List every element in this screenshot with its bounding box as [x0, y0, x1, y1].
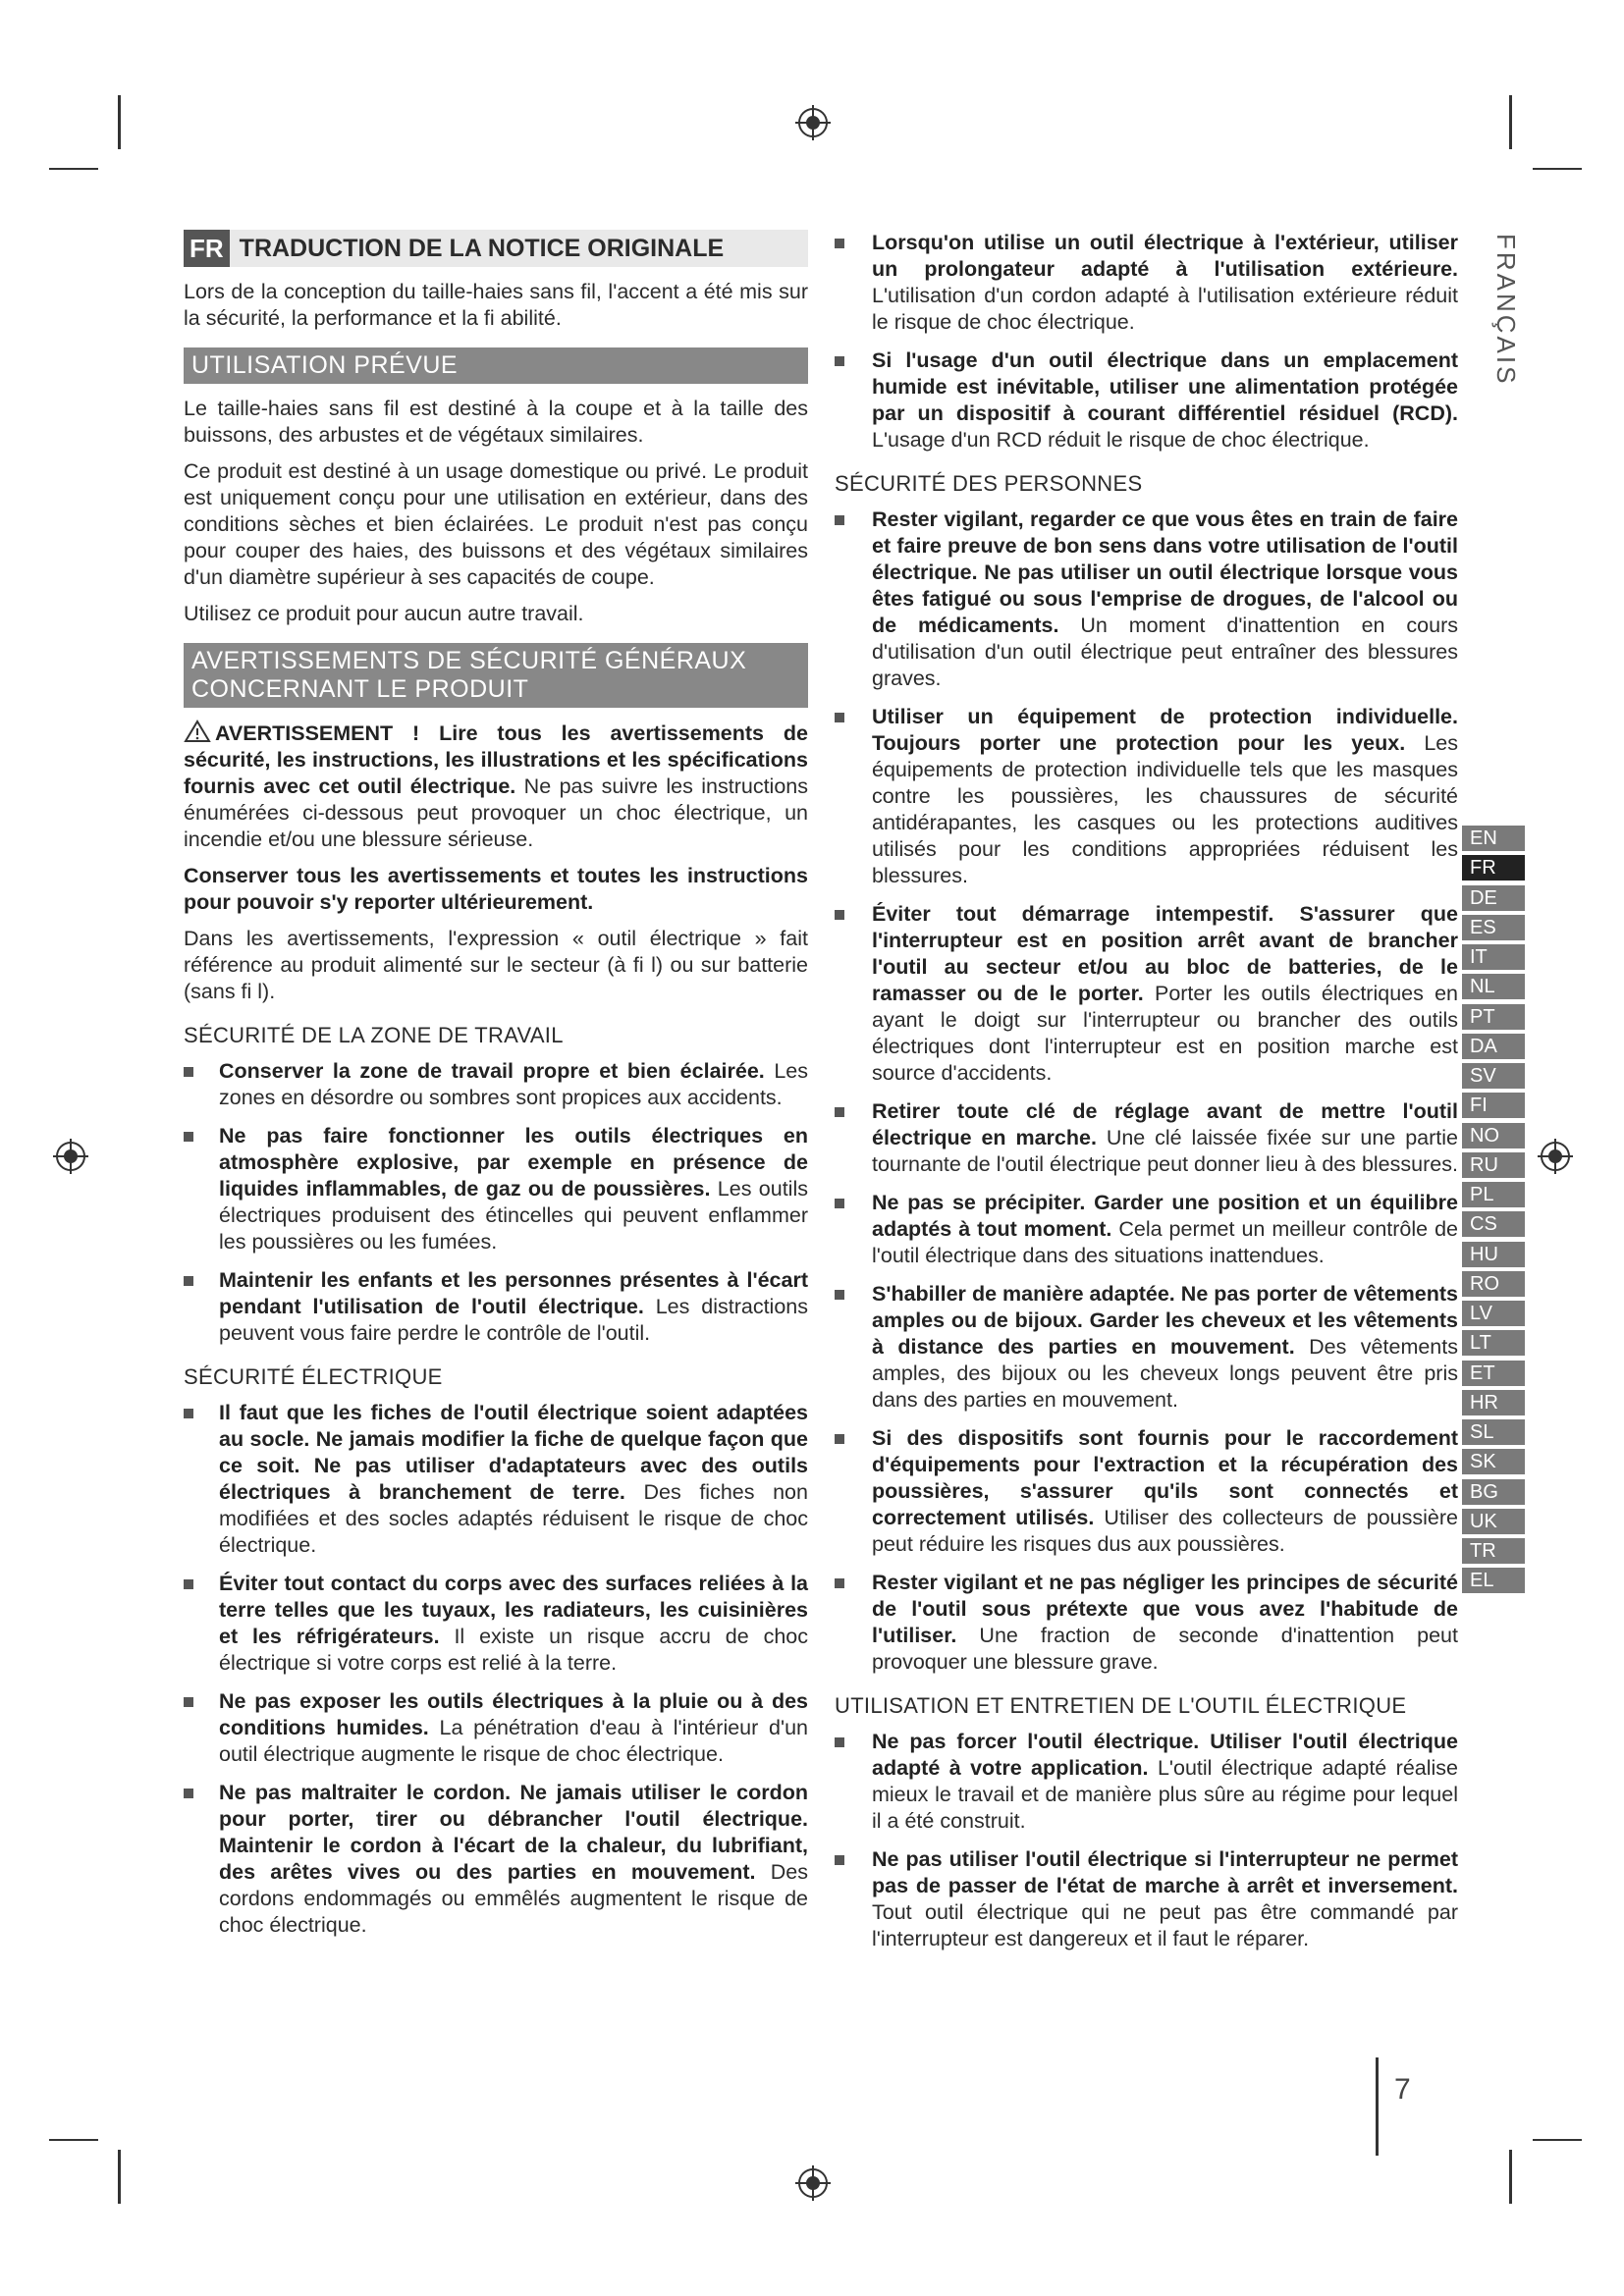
- language-tabs: [1462, 826, 1525, 1598]
- right-column: [835, 230, 1458, 1964]
- registration-mark-icon: [793, 2163, 833, 2203]
- personnes-list: [835, 507, 1458, 1676]
- list-item: [184, 1571, 808, 1677]
- language-tab-tr[interactable]: TR: [1462, 1538, 1525, 1564]
- warning-paragraph: [184, 720, 808, 853]
- section-heading-electrique: SÉCURITÉ ÉLECTRIQUE: [184, 1364, 443, 1389]
- item-bold: Il faut que les fiches de l'outil électrique soient adaptées au socle. Ne jamais modifier la fiche de quelque façon que ce soit. Ne pas utiliser d'adaptateurs avec des outils électriques à branchement de terre.: [219, 1401, 808, 1504]
- bullet-icon: [835, 910, 844, 920]
- language-tab-bg[interactable]: BG: [1462, 1479, 1525, 1505]
- language-tab-ru[interactable]: RU: [1462, 1152, 1525, 1178]
- language-tab-et[interactable]: ET: [1462, 1361, 1525, 1386]
- item-bold: Lorsqu'on utilise un outil électrique à l'extérieur, utiliser un prolongateur adapté à l'utilisation extérieure.: [872, 231, 1458, 281]
- crop-mark: [1533, 168, 1582, 170]
- item-bold: Rester vigilant, regarder ce que vous êtes en train de faire et faire preuve de bon sens dans votre utilisation de l'outil électrique. Ne pas utiliser un outil électrique lorsque vous êtes fatigué ou sous l'emprise de drogues, de l'alcool ou de médicaments.: [872, 507, 1458, 637]
- item-bold: Utiliser un équipement de protection individuelle. Toujours porter une protection pour les yeux.: [872, 705, 1458, 755]
- conserver-paragraph: [184, 863, 808, 916]
- registration-mark-icon: [1536, 1137, 1575, 1176]
- entretien-list: [835, 1729, 1458, 1952]
- language-tab-el[interactable]: EL: [1462, 1568, 1525, 1593]
- language-tab-de[interactable]: DE: [1462, 885, 1525, 911]
- item-bold: Si des dispositifs sont fournis pour le raccordement d'équipements pour l'extraction et la récupération des poussières, s'assurer qu'ils sont connectés et correctement utilisés.: [872, 1426, 1458, 1529]
- list-item: [835, 1098, 1458, 1178]
- item-text: Tout outil électrique qui ne peut pas être commandé par l'interrupteur est dangereux et il faut le réparer.: [872, 1900, 1458, 1950]
- list-item: [835, 507, 1458, 692]
- bullet-icon: [184, 1579, 193, 1589]
- bullet-icon: [835, 1434, 844, 1444]
- list-item: [184, 1058, 808, 1111]
- utilisation-paragraph-1: Le taille-haies sans fil est destiné à la coupe et à la taille des buissons, des arbustes et de végétaux similaires.: [184, 397, 808, 447]
- item-text: Porter les outils électriques en ayant le doigt sur l'interrupteur ou brancher des outils électriques dont l'interrupteur est en position marche est source d'accidents.: [872, 982, 1458, 1085]
- electrique-list: [184, 1400, 808, 1939]
- language-tab-uk[interactable]: UK: [1462, 1509, 1525, 1534]
- item-text: L'usage d'un RCD réduit le risque de choc électrique.: [872, 428, 1370, 452]
- item-text: Il existe un risque accru de choc électrique si votre corps est relié à la terre.: [219, 1625, 808, 1675]
- bullet-icon: [184, 1789, 193, 1798]
- crop-mark: [118, 95, 121, 149]
- list-item: [835, 1729, 1458, 1835]
- language-tab-en[interactable]: EN: [1462, 826, 1525, 851]
- item-text: Les équipements de protection individuelle tels que les masques contre les poussières, les chaussures de sécurité antidérapantes, les casques ou les protections auditives utilisés pour les conditions appropriées réduisent les blessures.: [872, 731, 1458, 887]
- item-bold: Rester vigilant et ne pas négliger les principes de sécurité de l'outil sous prétexte que vous avez l'habitude de l'utiliser.: [872, 1571, 1458, 1647]
- bullet-icon: [835, 515, 844, 525]
- item-text: Les zones en désordre ou sombres sont propices aux accidents.: [219, 1059, 809, 1109]
- language-tab-da[interactable]: DA: [1462, 1034, 1525, 1059]
- language-tab-nl[interactable]: NL: [1462, 974, 1525, 999]
- item-bold: Éviter tout démarrage intempestif. S'assurer que l'interrupteur est en position arrêt avant de brancher l'outil au secteur et/ou au bloc de batteries, de le ramasser ou de le porter.: [872, 902, 1458, 1005]
- list-item: [835, 1846, 1458, 1952]
- list-item: [835, 1570, 1458, 1676]
- item-bold: Retirer toute clé de réglage avant de mettre l'outil électrique en marche.: [872, 1099, 1458, 1149]
- warning-bold: AVERTISSEMENT ! Lire tous les avertissements de sécurité, les instructions, les illustrations et les spécifications fournis avec cet outil électrique.: [184, 721, 808, 798]
- language-tab-it[interactable]: IT: [1462, 944, 1525, 970]
- item-bold: Éviter tout contact du corps avec des surfaces reliées à la terre telles que les tuyaux, les radiateurs, les cuisinières et les réfrigérateurs.: [219, 1572, 808, 1648]
- item-text: L'outil électrique adapté réalise mieux le travail et de manière plus sûre au régime pour lequel il a été construit.: [872, 1756, 1458, 1833]
- warning-text: Ne pas suivre les instructions énumérées ci-dessous peut provoquer un choc électrique, un incendie et/ou une blessure sérieuse.: [184, 774, 808, 851]
- item-text: La pénétration d'eau à l'intérieur d'un outil électrique augmente le risque de choc électrique.: [219, 1716, 808, 1766]
- item-text: Des vêtements amples, des bijoux ou les cheveux longs peuvent être pris dans des parties en mouvement.: [872, 1335, 1458, 1412]
- language-tab-sk[interactable]: SK: [1462, 1449, 1525, 1474]
- language-tab-hu[interactable]: HU: [1462, 1242, 1525, 1267]
- item-bold: Ne pas forcer l'outil électrique. Utiliser l'outil électrique adapté à votre application.: [872, 1730, 1458, 1780]
- language-tab-pl[interactable]: PL: [1462, 1182, 1525, 1207]
- bullet-icon: [184, 1276, 193, 1286]
- item-text: L'utilisation d'un cordon adapté à l'utilisation extérieure réduit le risque de choc électrique.: [872, 284, 1458, 334]
- language-tab-no[interactable]: NO: [1462, 1123, 1525, 1148]
- crop-mark: [1533, 2139, 1582, 2141]
- item-bold: Conserver la zone de travail propre et bien éclairée.: [219, 1059, 765, 1083]
- bullet-icon: [184, 1697, 193, 1707]
- document-header: [184, 230, 808, 267]
- list-item: [835, 230, 1458, 336]
- item-text: Utiliser des collecteurs de poussière peut réduire les risques dus aux poussières.: [872, 1506, 1458, 1556]
- item-bold: Ne pas utiliser l'outil électrique si l'interrupteur ne permet pas de passer de l'état de marche à arrêt et inversement.: [872, 1847, 1458, 1897]
- item-text: Les outils électriques produisent des étincelles qui peuvent enflammer les poussières ou les fumées.: [219, 1177, 808, 1254]
- section-heading-zone-travail: SÉCURITÉ DE LA ZONE DE TRAVAIL: [184, 1023, 564, 1047]
- list-item: [835, 347, 1458, 454]
- language-tab-es[interactable]: ES: [1462, 915, 1525, 940]
- bullet-icon: [835, 1290, 844, 1300]
- list-item: [184, 1267, 808, 1347]
- language-tab-sl[interactable]: SL: [1462, 1419, 1525, 1445]
- page-title: TRADUCTION DE LA NOTICE ORIGINALE: [230, 230, 808, 267]
- bullet-icon: [835, 1199, 844, 1208]
- language-tab-hr[interactable]: HR: [1462, 1390, 1525, 1415]
- section-banner-avertissements: AVERTISSEMENTS DE SÉCURITÉ GÉNÉRAUX CONCERNANT LE PRODUIT: [184, 643, 808, 708]
- bullet-icon: [835, 713, 844, 722]
- language-tab-cs[interactable]: CS: [1462, 1211, 1525, 1237]
- item-bold: Ne pas se précipiter. Garder une position et un équilibre adaptés à tout moment.: [872, 1191, 1458, 1241]
- crop-mark: [1509, 2150, 1512, 2204]
- list-item: [835, 1281, 1458, 1414]
- language-tab-fr[interactable]: FR: [1462, 855, 1525, 881]
- utilisation-paragraph-3: Utilisez ce produit pour aucun autre travail.: [184, 602, 584, 625]
- language-code-badge: FR: [184, 230, 230, 267]
- crop-mark: [49, 168, 98, 170]
- language-tab-lt[interactable]: LT: [1462, 1330, 1525, 1356]
- item-bold: Ne pas exposer les outils électriques à la pluie ou à des conditions humides.: [219, 1689, 808, 1739]
- bullet-icon: [184, 1132, 193, 1142]
- item-text: Des cordons endommagés ou emmêlés augmentent le risque de choc électrique.: [219, 1860, 808, 1937]
- language-side-title: FRANÇAIS: [1491, 234, 1521, 387]
- item-text: Des fiches non modifiées et des socles adaptés réduisent le risque de choc électrique.: [219, 1480, 808, 1557]
- item-text: Une fraction de seconde d'inattention peut provoquer une blessure grave.: [872, 1624, 1458, 1674]
- page-number-divider: [1376, 2057, 1379, 2156]
- list-item: [184, 1688, 808, 1768]
- bullet-icon: [835, 1737, 844, 1747]
- item-text: Une clé laissée fixée sur une partie tournante de l'outil électrique peut donner lieu à des blessures.: [872, 1126, 1458, 1176]
- registration-mark-icon: [51, 1137, 90, 1176]
- item-text: Un moment d'inattention en cours d'utilisation d'un outil électrique peut entraîner des blessures graves.: [872, 614, 1458, 690]
- list-item: [835, 1190, 1458, 1269]
- bullet-icon: [835, 356, 844, 366]
- item-bold: Si l'usage d'un outil électrique dans un emplacement humide est inévitable, utiliser une alimentation protégée par un dispositif à courant différentiel résiduel (RCD).: [872, 348, 1458, 425]
- section-heading-entretien: UTILISATION ET ENTRETIEN DE L'OUTIL ÉLECTRIQUE: [835, 1693, 1407, 1718]
- list-item: [835, 1425, 1458, 1558]
- bullet-icon: [835, 239, 844, 248]
- list-item: [835, 704, 1458, 889]
- crop-mark: [49, 2139, 98, 2141]
- language-tab-sv[interactable]: SV: [1462, 1063, 1525, 1089]
- conserver-bold: Conserver tous les avertissements et toutes les instructions pour pouvoir s'y reporter ultérieurement.: [184, 864, 808, 914]
- list-item: [184, 1780, 808, 1939]
- crop-mark: [1509, 95, 1512, 149]
- list-item: [184, 1123, 808, 1255]
- bullet-icon: [184, 1067, 193, 1077]
- bullet-icon: [835, 1107, 844, 1117]
- item-bold: Ne pas maltraiter le cordon. Ne jamais utiliser le cordon pour porter, tirer ou débrancher l'outil électrique. Maintenir le cordon à l'écart de la chaleur, du lubrifiant, des arêtes vives ou des parties en mouvement.: [219, 1781, 808, 1884]
- bullet-icon: [835, 1855, 844, 1865]
- language-tab-fi[interactable]: FI: [1462, 1093, 1525, 1118]
- intro-paragraph: Lors de la conception du taille-haies sans fil, l'accent a été mis sur la sécurité, la performance et la fi abilité.: [184, 280, 808, 330]
- page-number: 7: [1394, 2073, 1411, 2106]
- registration-mark-icon: [793, 103, 833, 142]
- section-banner-utilisation: UTILISATION PRÉVUE: [184, 347, 808, 384]
- crop-mark: [118, 2150, 121, 2204]
- zone-travail-list: [184, 1058, 808, 1347]
- list-item: [835, 901, 1458, 1087]
- item-bold: Maintenir les enfants et les personnes présentes à l'écart pendant l'utilisation de l'outil électrique.: [219, 1268, 808, 1318]
- utilisation-paragraph-2: Ce produit est destiné à un usage domestique ou privé. Le produit est uniquement conçu pour une utilisation en extérieur, dans des conditions sèches et bien éclairées. Le produit n'est pas conçu pour couper des haies, des buissons et des végétaux similaires d'un diamètre supérieur à ses capacités de coupe.: [184, 459, 808, 589]
- item-text: Les distractions peuvent vous faire perdre le contrôle de l'outil.: [219, 1295, 808, 1345]
- bullet-icon: [184, 1409, 193, 1418]
- electrique-list-continued: [835, 230, 1458, 454]
- item-bold: Ne pas faire fonctionner les outils électriques en atmosphère explosive, par exemple en présence de liquides inflammables, de gaz ou de poussières.: [219, 1124, 808, 1201]
- definition-paragraph: Dans les avertissements, l'expression « outil électrique » fait référence au produit alimenté sur le secteur (à fi l) ou sur batterie (sans fi l).: [184, 927, 808, 1003]
- bullet-icon: [835, 1578, 844, 1588]
- left-column: [184, 230, 808, 1950]
- language-tab-pt[interactable]: PT: [1462, 1004, 1525, 1030]
- warning-triangle-icon: [184, 720, 211, 743]
- item-text: Cela permet un meilleur contrôle de l'outil électrique dans des situations inattendues.: [872, 1217, 1459, 1267]
- language-tab-ro[interactable]: RO: [1462, 1271, 1525, 1297]
- item-bold: S'habiller de manière adaptée. Ne pas porter de vêtements amples ou de bijoux. Garder les cheveux et les vêtements à distance des parties en mouvement.: [872, 1282, 1458, 1359]
- list-item: [184, 1400, 808, 1559]
- section-heading-personnes: SÉCURITÉ DES PERSONNES: [835, 471, 1143, 496]
- language-tab-lv[interactable]: LV: [1462, 1301, 1525, 1326]
